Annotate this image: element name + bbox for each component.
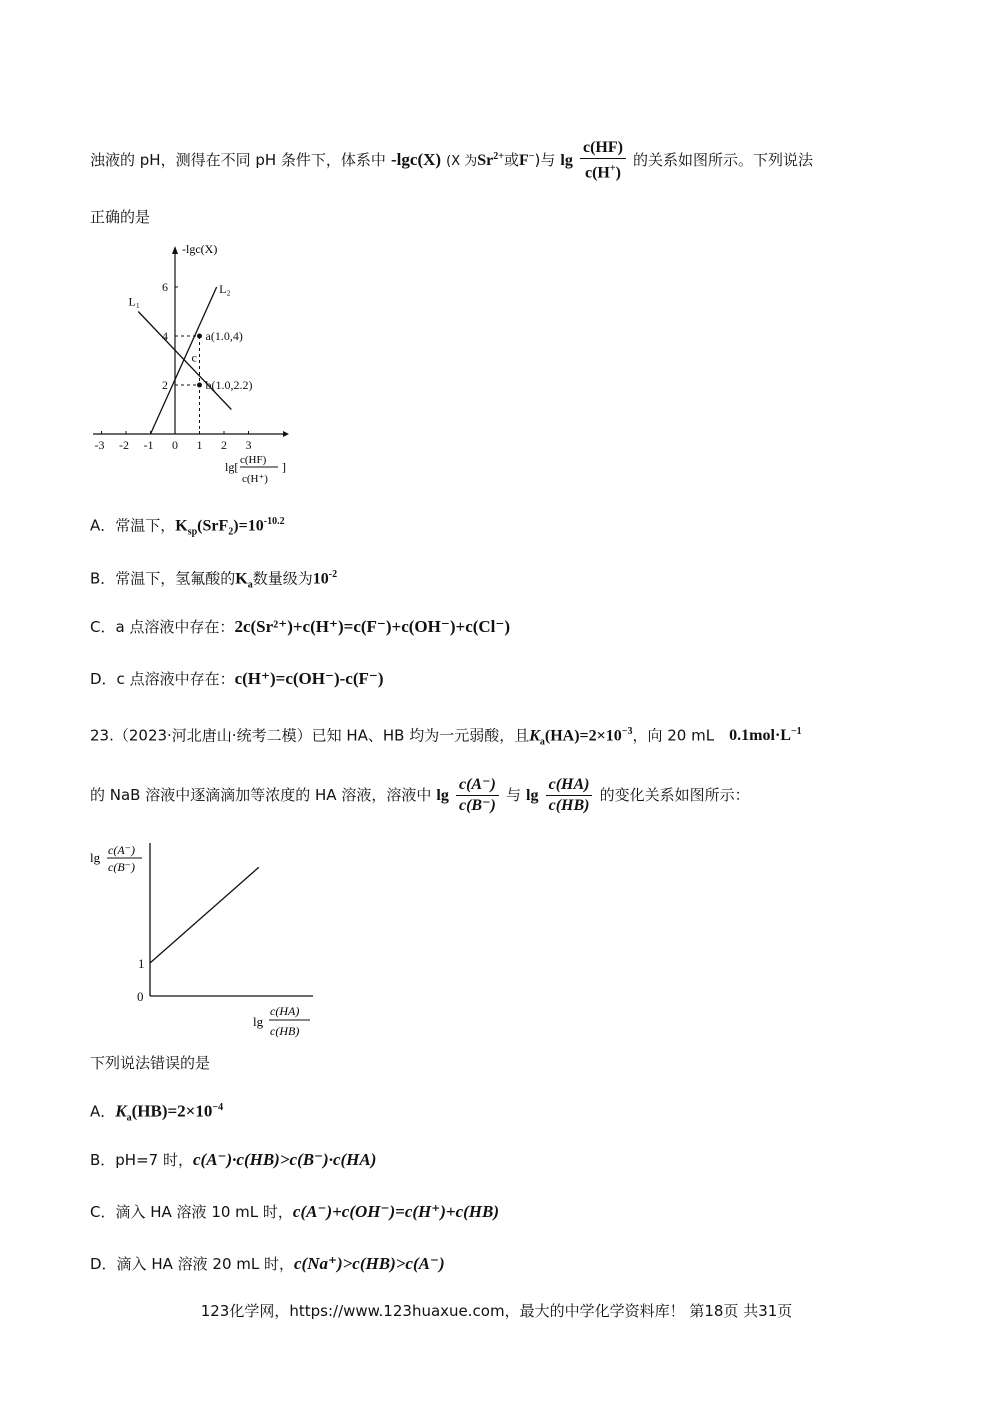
chart-1 — [85, 238, 305, 493]
c1-x-tick-label: -1 — [143, 438, 154, 452]
c1-series-L1 — [138, 312, 231, 410]
q22-intro-b: 的关系如图所示。下列说法 — [633, 151, 814, 170]
c1-point-label-b: b(1.0,2.2) — [205, 378, 253, 392]
q22-option-a: A．常温下，$K_{sp}(SrF_2)=10^{-10.2}$ — [90, 516, 285, 538]
c1-x-tick-label: -3 — [94, 438, 105, 452]
c1-xlabel-num: c(HF) — [240, 454, 267, 466]
ha-hb-fraction: $\frac{c(HA)}{c(HB)}$ — [546, 775, 593, 816]
c2-origin-label: 0 — [137, 989, 144, 1004]
c2-xlabel-num: c(HA) — [270, 1004, 300, 1018]
f-symbol: F — [518, 152, 529, 170]
q22-intro-line2: 正确的是 — [90, 208, 151, 226]
f-charge: − — [528, 150, 535, 162]
q22-option-b: B．常温下，氢氟酸的$K_a$数量级为$10^{-2}$ — [90, 569, 338, 591]
q22-option-c: C．a 点溶液中存在：2c(Sr²⁺)+c(H⁺)=c(F⁻)+c(OH⁻)+c(Cl⁻) — [90, 617, 511, 636]
chart-2 — [88, 838, 328, 1043]
c1-point-a — [197, 334, 202, 339]
c2-xlabel-den: c(HB) — [270, 1024, 300, 1038]
or-word: 或 — [503, 151, 519, 170]
page-footer: 123化学网，https://www.123huaxue.com，最大的中学化学资料库！ 第18页 共31页 — [200, 1302, 793, 1320]
hf-fraction — [580, 138, 626, 183]
c1-x-tick-label: -2 — [119, 438, 129, 452]
c1-series-label-L2: L₂ — [219, 282, 231, 296]
c1-series-L2 — [151, 287, 217, 434]
hf-denominator: c(H+) — [585, 163, 621, 182]
c1-xlabel-close: ] — [282, 460, 286, 474]
c1-y-tick-label: 6 — [162, 280, 168, 294]
c1-ylabel: -lgc(X) — [182, 242, 218, 256]
c1-xlabel-den: c(H⁺) — [242, 473, 268, 485]
x-note-b: )与 — [534, 151, 556, 170]
c2-ylabel-num: c(A⁻) — [108, 843, 135, 857]
q23-option-a: A．$K_a(HB)=2\times 10^{-4}$ — [90, 1101, 224, 1124]
q23-option-b: B．pH=7 时，c(A⁻)·c(HB)>c(B⁻)·c(HA) — [90, 1150, 377, 1169]
sr-symbol: Sr — [477, 152, 494, 170]
hf-numerator: c(HF) — [580, 138, 626, 159]
c1-series-label-L1: L₁ — [128, 294, 140, 309]
c1-x-tick-label: 0 — [172, 438, 178, 452]
c1-point-label-c: c — [191, 350, 197, 365]
q22-intro-a: 浊液的 pH，测得在不同 pH 条件下，体系中 — [90, 151, 386, 170]
c1-y-tick-label: 4 — [162, 329, 168, 343]
c1-y-tick-label: 2 — [162, 378, 168, 392]
c1-x-tick-label: 3 — [245, 438, 252, 452]
c1-x-arrow — [283, 431, 289, 437]
c1-x-tick-label: 1 — [196, 438, 203, 452]
a-b-fraction: $\frac{c(A^-)}{c(B^-)}$ — [456, 775, 499, 816]
x-note-a: (X 为 — [446, 154, 478, 170]
c1-xlabel-lg: lg[ — [225, 460, 239, 474]
q22-option-d: D．c 点溶液中存在：c(H⁺)=c(OH⁻)-c(F⁻) — [90, 669, 384, 688]
q23-question: 下列说法错误的是 — [90, 1054, 211, 1072]
c1-y-arrow — [172, 246, 178, 254]
c2-ylabel-den: c(B⁻) — [108, 860, 135, 874]
sr-charge: 2+ — [493, 150, 504, 162]
c2-y-tick-label: 1 — [138, 956, 145, 971]
lg-word: lg — [560, 152, 573, 170]
q23-intro-line2: 的 NaB 溶液中逐滴滴加等浓度的 HA 溶液，溶液中 lg $\frac{c(A^-)}{c(B^-)}$ 与 lg $\frac{c(HA)}{c(HB)}$ 的变化关系如图所示： — [90, 776, 750, 814]
q23-intro-line1: 23.（2023·河北唐山·统考二模）已知 HA、HB 均为一元弱酸，且$K_a(HA)=2\times 10^{-3}$，向 20 mL $0.1mol\cdot L^{-1}$ — [90, 726, 802, 748]
q23-option-c: C．滴入 HA 溶液 10 mL 时，c(A⁻)+c(OH⁻)=c(H⁺)+c(HB) — [90, 1202, 499, 1221]
neg-lgcx: -lgc(X) — [391, 150, 442, 170]
c1-point-b — [197, 383, 202, 388]
c2-xlabel-lg: lg — [253, 1014, 264, 1029]
q22-intro-line1 — [90, 138, 813, 183]
q23-option-d: D．滴入 HA 溶液 20 mL 时，c(Na⁺)>c(HB)>c(A⁻) — [90, 1254, 445, 1273]
c1-x-tick-label: 2 — [221, 438, 227, 452]
c1-point-label-a: a(1.0,4) — [205, 329, 243, 343]
c2-ylabel-lg: lg — [90, 850, 101, 865]
c2-series-line — [150, 867, 259, 963]
